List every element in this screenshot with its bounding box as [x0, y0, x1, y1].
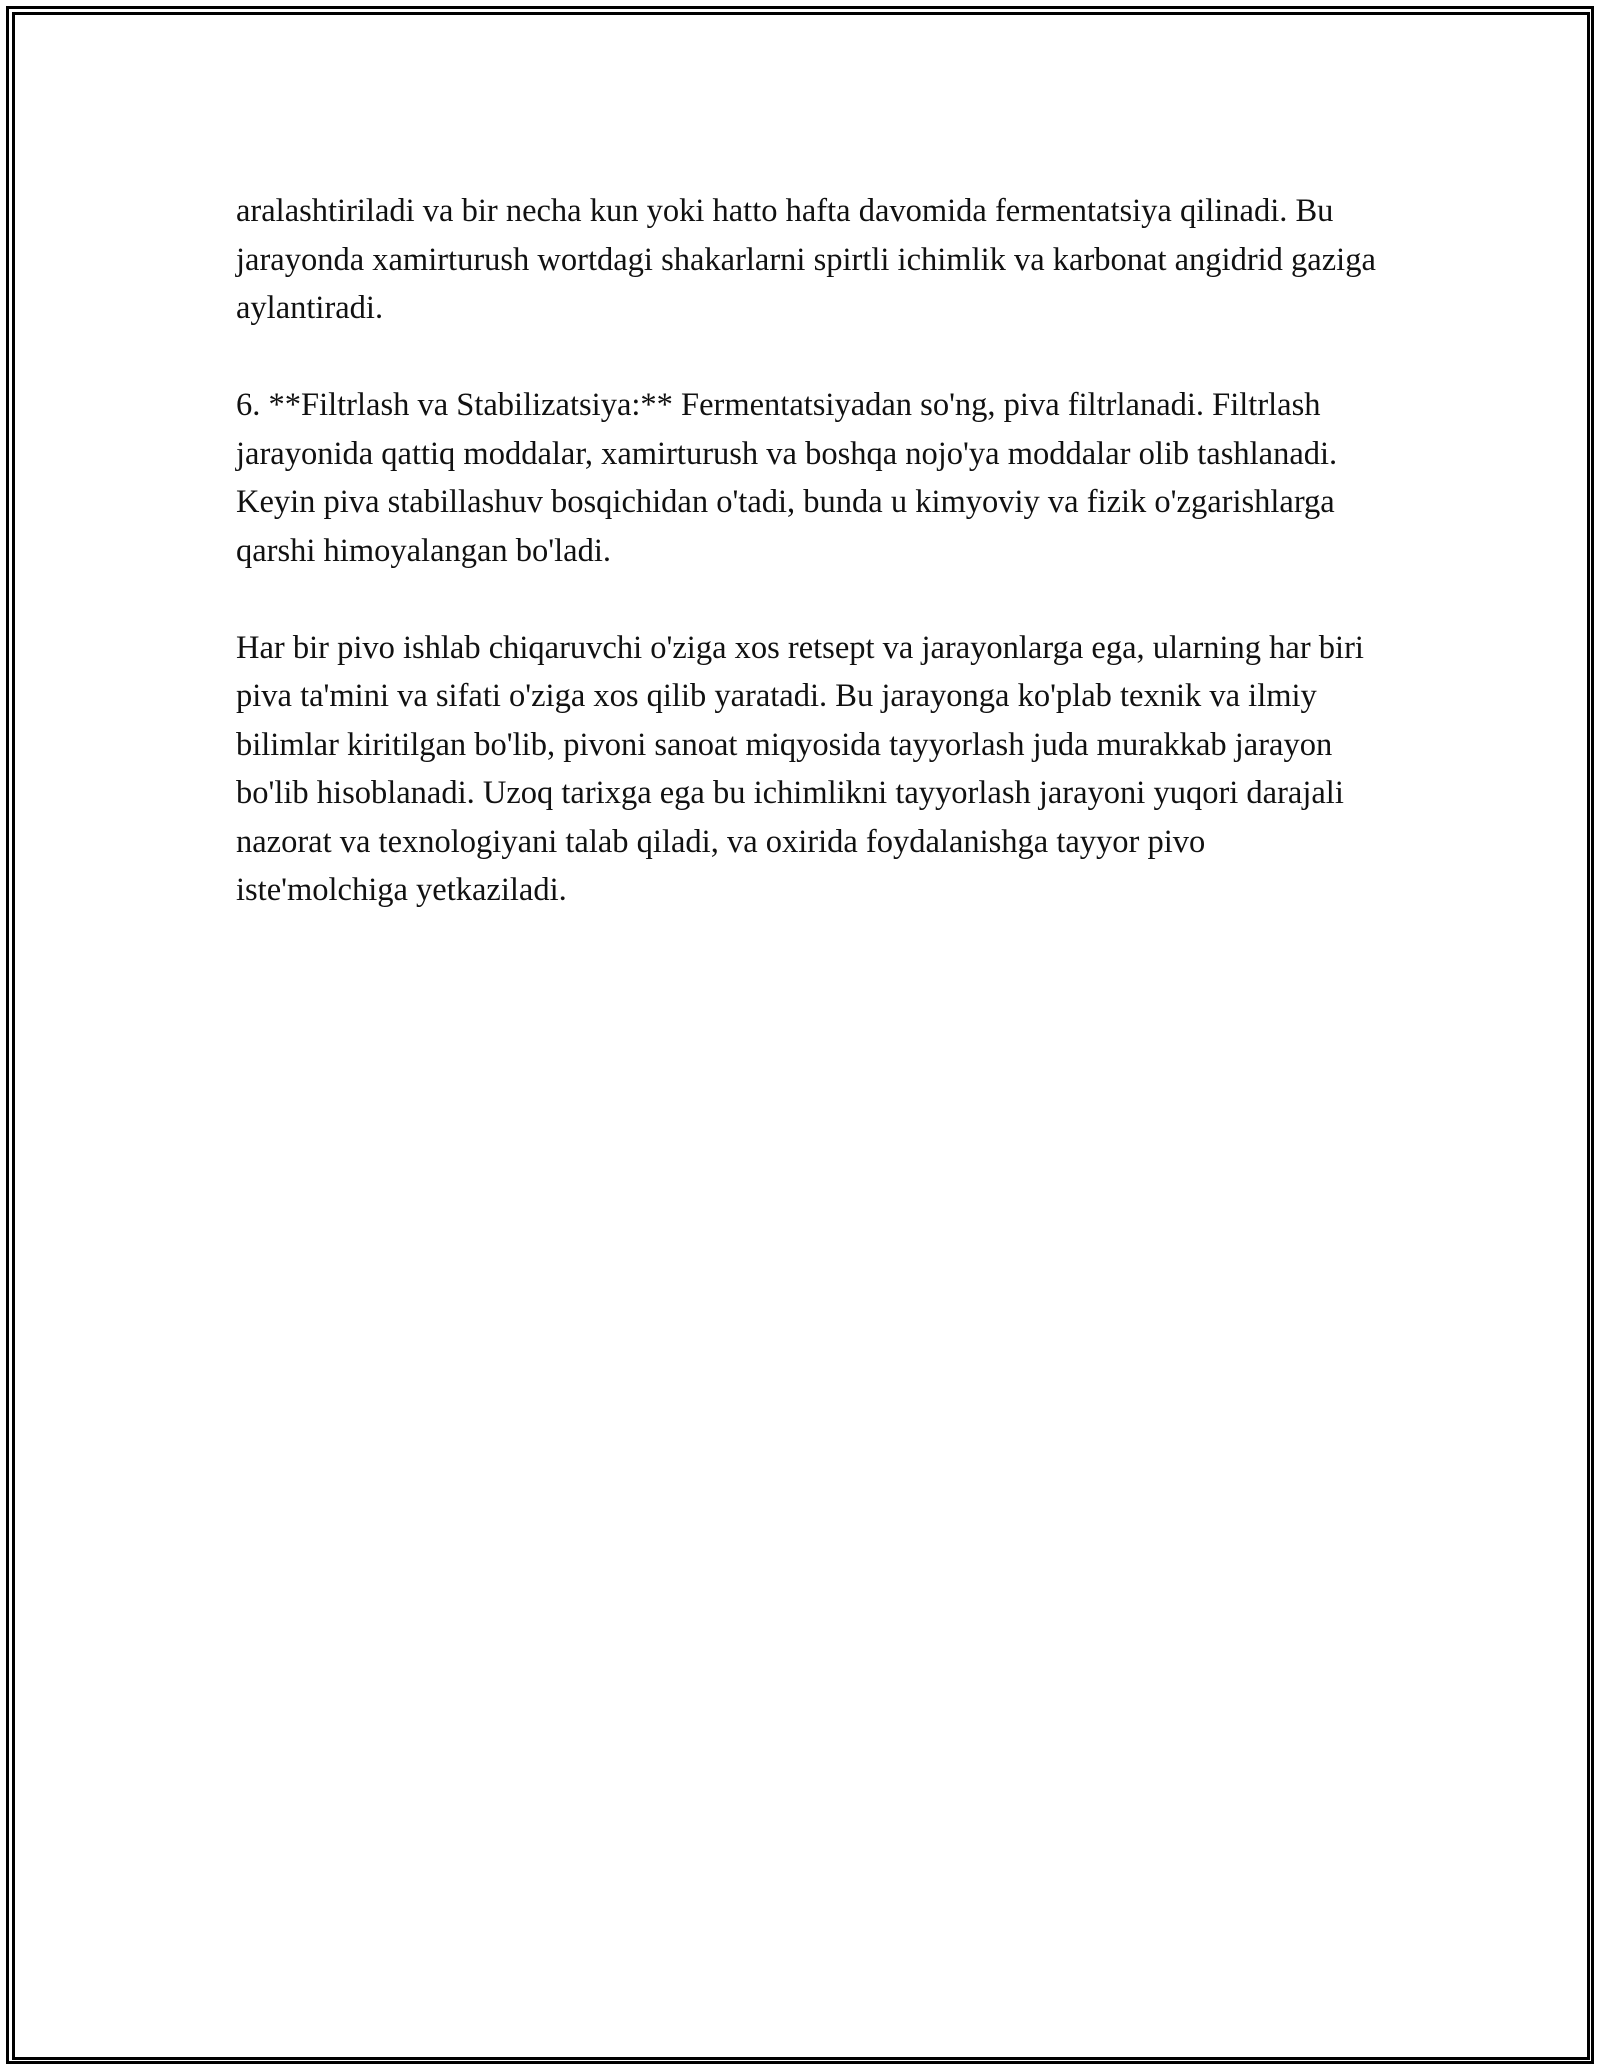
- document-body: [236, 187, 1376, 963]
- paragraph-conclusion: Har bir pivo ishlab chiqaruvchi o'ziga xos retsept va jarayonlarga ega, ularning har biri piva ta'mini va sifati o'ziga xos qilib yaratadi. Bu jarayonga ko'plab texnik va ilmiy bilimlar kiritilgan bo'lib, pivoni sanoat miqyosida tayyorlash juda murakkab jarayon bo'lib hisoblanadi. Uzoq tarixga ega bu ichimlikni tayyorlash jarayoni yuqori darajali nazorat va texnologiyani talab qiladi, va oxirida foydalanishga tayyor pivo iste'molchiga yetkaziladi.: [236, 629, 1364, 908]
- paragraph-filtration-stabilization: 6. **Filtrlash va Stabilizatsiya:** Fermentatsiyadan so'ng, piva filtrlanadi. Filtrlash jarayonida qattiq moddalar, xamirturush va boshqa nojo'ya moddalar olib tashlanadi. Keyin piva stabillashuv bosqichidan o'tadi, bunda u kimyoviy va fizik o'zgarishlarga qarshi himoyalangan bo'ladi.: [236, 387, 1338, 569]
- paragraph-fermentation-continued: aralashtiriladi va bir necha kun yoki hatto hafta davomida fermentatsiya qilinadi. Bu jarayonda xamirturush wortdagi shakarlarni spirtli ichimlik va karbonat angidrid gaziga aylantiradi.: [236, 193, 1376, 326]
